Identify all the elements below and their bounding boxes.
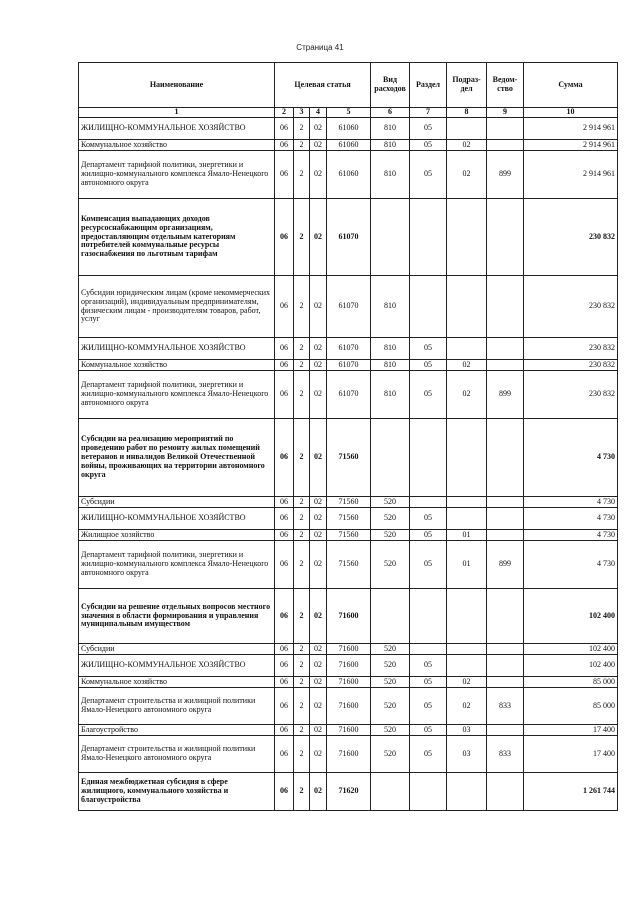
target-code-part-3: 02: [310, 677, 327, 688]
column-number: 6: [371, 108, 410, 118]
department-cell: [487, 118, 524, 140]
table-row: [79, 371, 618, 419]
row-name-cell: Единая межбюджетная субсидия в сфере жилищного, коммунального хозяйства и благоустройства: [79, 773, 275, 811]
amount-cell: 230 832: [524, 338, 618, 360]
row-name-cell: Департамент тарифной политики, энергетики и жилищно-коммунального комплекса Ямало-Ненецкого автономного округа: [79, 541, 275, 589]
target-code-part-1: 06: [275, 736, 294, 773]
department-cell: [487, 360, 524, 371]
subsection-cell: [447, 655, 487, 677]
department-cell: [487, 530, 524, 541]
target-code-part-3: 02: [310, 688, 327, 725]
target-code-part-1: 06: [275, 419, 294, 497]
table-body: [79, 118, 618, 811]
target-code-part-3: 02: [310, 589, 327, 644]
table-row: [79, 736, 618, 773]
target-code-part-2: 2: [294, 644, 310, 655]
section-cell: 05: [410, 508, 447, 530]
target-code-part-3: 02: [310, 276, 327, 338]
target-code-part-4: 71600: [327, 644, 371, 655]
subsection-cell: [447, 508, 487, 530]
column-header-name: Наименование: [79, 63, 275, 108]
target-code-part-2: 2: [294, 688, 310, 725]
target-code-part-1: 06: [275, 541, 294, 589]
subsection-cell: 02: [447, 360, 487, 371]
table-row: [79, 725, 618, 736]
table-row: [79, 508, 618, 530]
amount-cell: 4 730: [524, 497, 618, 508]
department-cell: 899: [487, 371, 524, 419]
expense-type-cell: [371, 589, 410, 644]
expense-type-cell: 520: [371, 655, 410, 677]
amount-cell: 102 400: [524, 589, 618, 644]
section-cell: [410, 644, 447, 655]
section-cell: 05: [410, 371, 447, 419]
target-code-part-1: 06: [275, 360, 294, 371]
target-code-part-4: 61070: [327, 276, 371, 338]
column-header-expense-type: Вид расходов: [371, 63, 410, 108]
target-code-part-2: 2: [294, 338, 310, 360]
column-header-subsection: Подраз-дел: [447, 63, 487, 108]
section-cell: 05: [410, 140, 447, 151]
department-cell: [487, 199, 524, 276]
target-code-part-1: 06: [275, 655, 294, 677]
column-header-section: Раздел: [410, 63, 447, 108]
target-code-part-2: 2: [294, 140, 310, 151]
target-code-part-4: 61070: [327, 338, 371, 360]
row-name-cell: ЖИЛИЩНО-КОММУНАЛЬНОЕ ХОЗЯЙСТВО: [79, 655, 275, 677]
amount-cell: 1 261 744: [524, 773, 618, 811]
row-name-cell: Департамент тарифной политики, энергетики и жилищно-коммунального комплекса Ямало-Ненецкого автономного округа: [79, 371, 275, 419]
table-row: [79, 644, 618, 655]
target-code-part-3: 02: [310, 371, 327, 419]
target-code-part-1: 06: [275, 688, 294, 725]
target-code-part-1: 06: [275, 725, 294, 736]
table-row: [79, 338, 618, 360]
column-number: 2: [275, 108, 294, 118]
expense-type-cell: 810: [371, 151, 410, 199]
department-cell: [487, 419, 524, 497]
target-code-part-3: 02: [310, 725, 327, 736]
row-name-cell: Департамент строительства и жилищной политики Ямало-Ненецкого автономного округа: [79, 688, 275, 725]
section-cell: 05: [410, 530, 447, 541]
column-header-amount: Сумма: [524, 63, 618, 108]
subsection-cell: [447, 644, 487, 655]
subsection-cell: [447, 276, 487, 338]
target-code-part-3: 02: [310, 118, 327, 140]
row-name-cell: Департамент тарифной политики, энергетики и жилищно-коммунального комплекса Ямало-Ненецкого автономного округа: [79, 151, 275, 199]
target-code-part-3: 02: [310, 199, 327, 276]
target-code-part-3: 02: [310, 644, 327, 655]
table-row: [79, 151, 618, 199]
table-row: [79, 199, 618, 276]
column-number: 8: [447, 108, 487, 118]
table-row: [79, 688, 618, 725]
column-number: 1: [79, 108, 275, 118]
subsection-cell: [447, 118, 487, 140]
subsection-cell: [447, 419, 487, 497]
target-code-part-4: 61060: [327, 151, 371, 199]
row-name-cell: Коммунальное хозяйство: [79, 360, 275, 371]
section-cell: 05: [410, 736, 447, 773]
subsection-cell: 02: [447, 677, 487, 688]
target-code-part-2: 2: [294, 118, 310, 140]
amount-cell: 230 832: [524, 276, 618, 338]
target-code-part-1: 06: [275, 140, 294, 151]
section-cell: 05: [410, 677, 447, 688]
target-code-part-2: 2: [294, 530, 310, 541]
expense-type-cell: 520: [371, 530, 410, 541]
table-row: [79, 360, 618, 371]
target-code-part-3: 02: [310, 773, 327, 811]
expense-type-cell: 520: [371, 508, 410, 530]
amount-cell: 4 730: [524, 508, 618, 530]
target-code-part-2: 2: [294, 725, 310, 736]
section-cell: 05: [410, 118, 447, 140]
target-code-part-2: 2: [294, 371, 310, 419]
table-row: [79, 140, 618, 151]
amount-cell: 85 000: [524, 677, 618, 688]
department-cell: [487, 508, 524, 530]
table-row: [79, 530, 618, 541]
table-row: [79, 541, 618, 589]
section-cell: [410, 497, 447, 508]
target-code-part-4: 61060: [327, 118, 371, 140]
amount-cell: 4 730: [524, 419, 618, 497]
department-cell: [487, 276, 524, 338]
subsection-cell: [447, 589, 487, 644]
column-number: 4: [310, 108, 327, 118]
amount-cell: 17 400: [524, 725, 618, 736]
target-code-part-4: 61070: [327, 360, 371, 371]
expense-type-cell: [371, 773, 410, 811]
section-cell: [410, 199, 447, 276]
target-code-part-2: 2: [294, 360, 310, 371]
department-cell: 833: [487, 736, 524, 773]
subsection-cell: [447, 497, 487, 508]
page-number-label: Страница 41: [296, 43, 344, 52]
department-cell: 833: [487, 688, 524, 725]
department-cell: [487, 589, 524, 644]
amount-cell: 230 832: [524, 371, 618, 419]
expense-type-cell: 520: [371, 736, 410, 773]
target-code-part-2: 2: [294, 589, 310, 644]
department-cell: 899: [487, 151, 524, 199]
target-code-part-1: 06: [275, 371, 294, 419]
target-code-part-1: 06: [275, 497, 294, 508]
section-cell: [410, 276, 447, 338]
table-row: [79, 677, 618, 688]
subsection-cell: 02: [447, 140, 487, 151]
department-cell: [487, 140, 524, 151]
expense-type-cell: 810: [371, 338, 410, 360]
target-code-part-3: 02: [310, 140, 327, 151]
target-code-part-3: 02: [310, 736, 327, 773]
table-row: [79, 773, 618, 811]
target-code-part-3: 02: [310, 497, 327, 508]
target-code-part-1: 06: [275, 338, 294, 360]
section-cell: 05: [410, 338, 447, 360]
target-code-part-2: 2: [294, 655, 310, 677]
column-header-target: Целевая статья: [275, 63, 371, 108]
target-code-part-1: 06: [275, 508, 294, 530]
target-code-part-1: 06: [275, 276, 294, 338]
department-cell: [487, 773, 524, 811]
amount-cell: 85 000: [524, 688, 618, 725]
expense-type-cell: 810: [371, 276, 410, 338]
target-code-part-4: 71560: [327, 497, 371, 508]
amount-cell: 230 832: [524, 199, 618, 276]
target-code-part-2: 2: [294, 151, 310, 199]
row-name-cell: Компенсация выпадающих доходов ресурсоснабжающим организациям, предоставляющим отдельным категориям потребителей коммунальные ресурсы газоснабжения по льготным тарифам: [79, 199, 275, 276]
column-header-department: Ведом-ство: [487, 63, 524, 108]
amount-cell: 2 914 961: [524, 140, 618, 151]
expense-type-cell: [371, 419, 410, 497]
row-name-cell: Субсидии: [79, 497, 275, 508]
department-cell: 899: [487, 541, 524, 589]
expense-type-cell: 810: [371, 371, 410, 419]
section-cell: 05: [410, 688, 447, 725]
row-name-cell: Субсидии: [79, 644, 275, 655]
amount-cell: 2 914 961: [524, 151, 618, 199]
row-name-cell: Коммунальное хозяйство: [79, 677, 275, 688]
department-cell: [487, 338, 524, 360]
amount-cell: 230 832: [524, 360, 618, 371]
row-name-cell: ЖИЛИЩНО-КОММУНАЛЬНОЕ ХОЗЯЙСТВО: [79, 338, 275, 360]
table-header-row: [79, 63, 618, 108]
row-name-cell: Жилищное хозяйство: [79, 530, 275, 541]
table-row: [79, 655, 618, 677]
target-code-part-2: 2: [294, 773, 310, 811]
expense-type-cell: [371, 199, 410, 276]
row-name-cell: ЖИЛИЩНО-КОММУНАЛЬНОЕ ХОЗЯЙСТВО: [79, 508, 275, 530]
expense-type-cell: 520: [371, 541, 410, 589]
row-name-cell: Субсидии на реализацию мероприятий по проведению работ по ремонту жилых помещений ветеранов и инвалидов Великой Отечественной войны, проживающих на территории автономного округа: [79, 419, 275, 497]
section-cell: [410, 419, 447, 497]
target-code-part-4: 71560: [327, 530, 371, 541]
target-code-part-3: 02: [310, 151, 327, 199]
target-code-part-4: 71600: [327, 655, 371, 677]
subsection-cell: 01: [447, 541, 487, 589]
table-row: [79, 276, 618, 338]
section-cell: [410, 773, 447, 811]
target-code-part-1: 06: [275, 677, 294, 688]
subsection-cell: 02: [447, 151, 487, 199]
target-code-part-3: 02: [310, 338, 327, 360]
target-code-part-3: 02: [310, 655, 327, 677]
department-cell: [487, 497, 524, 508]
target-code-part-3: 02: [310, 530, 327, 541]
row-name-cell: Коммунальное хозяйство: [79, 140, 275, 151]
section-cell: 05: [410, 360, 447, 371]
target-code-part-2: 2: [294, 677, 310, 688]
column-number: 3: [294, 108, 310, 118]
subsection-cell: [447, 199, 487, 276]
target-code-part-3: 02: [310, 508, 327, 530]
target-code-part-1: 06: [275, 644, 294, 655]
expense-type-cell: 810: [371, 118, 410, 140]
target-code-part-1: 06: [275, 199, 294, 276]
target-code-part-4: 71560: [327, 419, 371, 497]
target-code-part-2: 2: [294, 276, 310, 338]
row-name-cell: Благоустройство: [79, 725, 275, 736]
target-code-part-4: 71600: [327, 736, 371, 773]
target-code-part-1: 06: [275, 530, 294, 541]
target-code-part-4: 71600: [327, 589, 371, 644]
expense-type-cell: 520: [371, 497, 410, 508]
table-row: [79, 419, 618, 497]
column-number: 7: [410, 108, 447, 118]
row-name-cell: Субсидии на решение отдельных вопросов местного значения в области формирования и управления муниципальным имуществом: [79, 589, 275, 644]
amount-cell: 4 730: [524, 541, 618, 589]
target-code-part-1: 06: [275, 589, 294, 644]
target-code-part-4: 71600: [327, 725, 371, 736]
target-code-part-4: 61070: [327, 199, 371, 276]
target-code-part-4: 71620: [327, 773, 371, 811]
target-code-part-1: 06: [275, 118, 294, 140]
column-number: 10: [524, 108, 618, 118]
expense-type-cell: 520: [371, 725, 410, 736]
subsection-cell: 01: [447, 530, 487, 541]
budget-table: [78, 62, 618, 811]
expense-type-cell: 520: [371, 644, 410, 655]
table-row: [79, 118, 618, 140]
subsection-cell: 02: [447, 371, 487, 419]
target-code-part-4: 71560: [327, 541, 371, 589]
department-cell: [487, 644, 524, 655]
row-name-cell: Департамент строительства и жилищной политики Ямало-Ненецкого автономного округа: [79, 736, 275, 773]
row-name-cell: Субсидии юридическим лицам (кроме некоммерческих организаций), индивидуальным предпринимателям, физическим лицам - производителям товаров, работ, услуг: [79, 276, 275, 338]
section-cell: 05: [410, 725, 447, 736]
target-code-part-2: 2: [294, 508, 310, 530]
table-row: [79, 497, 618, 508]
amount-cell: 2 914 961: [524, 118, 618, 140]
target-code-part-2: 2: [294, 497, 310, 508]
expense-type-cell: 520: [371, 677, 410, 688]
target-code-part-1: 06: [275, 773, 294, 811]
target-code-part-4: 61060: [327, 140, 371, 151]
row-name-cell: ЖИЛИЩНО-КОММУНАЛЬНОЕ ХОЗЯЙСТВО: [79, 118, 275, 140]
target-code-part-3: 02: [310, 541, 327, 589]
column-number: 9: [487, 108, 524, 118]
target-code-part-4: 61070: [327, 371, 371, 419]
target-code-part-2: 2: [294, 419, 310, 497]
subsection-cell: 03: [447, 736, 487, 773]
column-number: 5: [327, 108, 371, 118]
expense-type-cell: 810: [371, 140, 410, 151]
subsection-cell: 02: [447, 688, 487, 725]
target-code-part-3: 02: [310, 419, 327, 497]
target-code-part-4: 71560: [327, 508, 371, 530]
section-cell: 05: [410, 541, 447, 589]
target-code-part-4: 71600: [327, 677, 371, 688]
amount-cell: 102 400: [524, 644, 618, 655]
amount-cell: 17 400: [524, 736, 618, 773]
section-cell: 05: [410, 655, 447, 677]
department-cell: [487, 725, 524, 736]
target-code-part-1: 06: [275, 151, 294, 199]
target-code-part-3: 02: [310, 360, 327, 371]
section-cell: [410, 589, 447, 644]
subsection-cell: [447, 338, 487, 360]
department-cell: [487, 655, 524, 677]
table-row: [79, 589, 618, 644]
target-code-part-2: 2: [294, 541, 310, 589]
subsection-cell: 03: [447, 725, 487, 736]
section-cell: 05: [410, 151, 447, 199]
expense-type-cell: 520: [371, 688, 410, 725]
column-number-row: [79, 108, 618, 118]
expense-type-cell: 810: [371, 360, 410, 371]
target-code-part-2: 2: [294, 199, 310, 276]
amount-cell: 102 400: [524, 655, 618, 677]
target-code-part-2: 2: [294, 736, 310, 773]
target-code-part-4: 71600: [327, 688, 371, 725]
department-cell: [487, 677, 524, 688]
amount-cell: 4 730: [524, 530, 618, 541]
subsection-cell: [447, 773, 487, 811]
